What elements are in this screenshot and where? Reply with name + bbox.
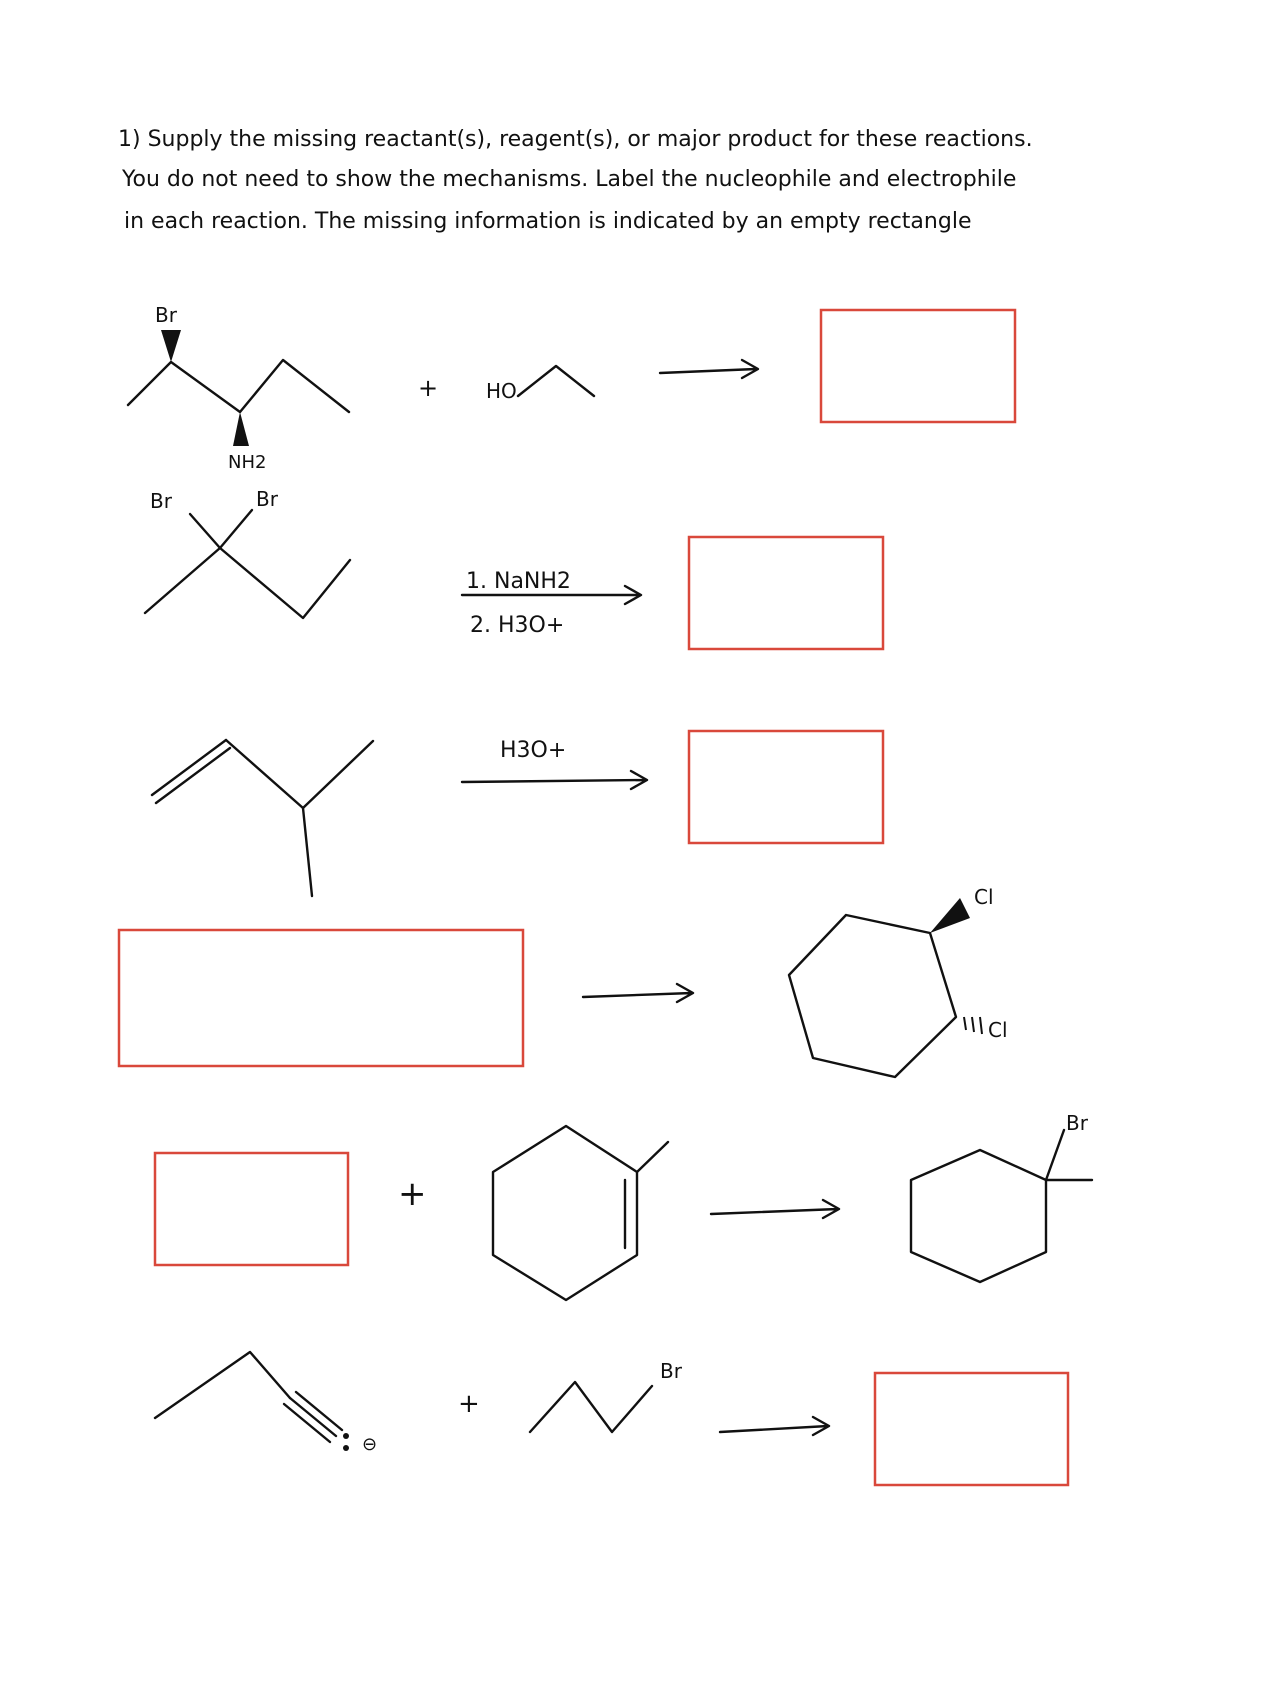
r5-cyclohexene [493,1126,637,1300]
r6-negative-charge: ⊖ [362,1434,378,1455]
reaction-3 [152,731,883,896]
r2-bond-br-right [220,510,252,548]
r6-chain [155,1352,290,1418]
r6-bromopropane-chain [530,1382,652,1432]
r4-cl-bottom-label: Cl [988,1018,1008,1042]
r2-br-left-label: Br [150,489,172,513]
r2-reagent-step-2: 2. H3O+ [470,613,565,638]
r2-br-right-label: Br [256,487,278,511]
r3-double-bond-b [156,748,230,803]
r4-cl-top-label: Cl [974,885,994,909]
r6-plus: + [458,1389,480,1419]
r5-plus: + [398,1174,427,1214]
r3-double-bond-a [152,740,226,795]
r2-reagent-step-1: 1. NaNH2 [466,569,571,594]
r1-wedge-nh2 [233,412,249,446]
r6-lone-pair-dot-1 [343,1433,349,1439]
r5-answer-box[interactable] [155,1153,348,1265]
instructions-line-3: in each reaction. The missing information is indicated by an empty rectangle [124,209,972,234]
r6-arrow [720,1417,829,1435]
instructions-line-1: 1) Supply the missing reactant(s), reagent(s), or major product for these reactions. [118,127,1033,152]
r6-triple-bond-1 [290,1398,336,1436]
reaction-6 [155,1352,1068,1485]
r1-wedge-br [161,330,181,362]
r1-arrow [660,360,758,378]
r5-br-label: Br [1066,1111,1088,1135]
r4-wedge-cl [930,898,970,933]
r6-br-label: Br [660,1359,682,1383]
r6-answer-box[interactable] [875,1373,1068,1485]
r1-answer-box[interactable] [821,310,1015,422]
r6-triple-bond-2 [296,1392,342,1430]
r2-answer-box[interactable] [689,537,883,649]
r5-methyl [637,1142,668,1172]
r3-skeleton [226,740,373,808]
reaction-2 [145,487,883,649]
reaction-1 [128,303,1015,473]
r1-br-label: Br [155,303,177,327]
r4-cyclohexane [789,915,956,1077]
r3-arrow [462,771,647,789]
r3-methyl-branch [303,808,312,896]
r1-ethanol-chain [518,366,594,396]
r5-arrow [711,1200,839,1218]
r1-nh2-label: NH2 [228,452,267,473]
r3-answer-box[interactable] [689,731,883,843]
r4-answer-box[interactable] [119,930,523,1066]
r5-product-br-bond [1046,1130,1064,1180]
r2-skeleton [145,548,350,618]
reaction-5 [155,1111,1092,1300]
instructions-line-2: You do not need to show the mechanisms. Label the nucleophile and electrophile [122,167,1017,192]
r5-product-ring [911,1150,1046,1282]
r6-triple-bond-3 [284,1404,330,1442]
r2-bond-br-left [190,514,220,548]
r1-skeleton [128,360,349,412]
reaction-4 [119,885,1008,1077]
r1-plus: + [418,374,439,402]
r1-ho-label: HO [486,379,517,403]
r6-lone-pair-dot-2 [343,1445,349,1451]
r4-hash-cl [964,1017,982,1034]
r4-arrow [583,984,693,1002]
r3-reagent: H3O+ [500,738,567,763]
